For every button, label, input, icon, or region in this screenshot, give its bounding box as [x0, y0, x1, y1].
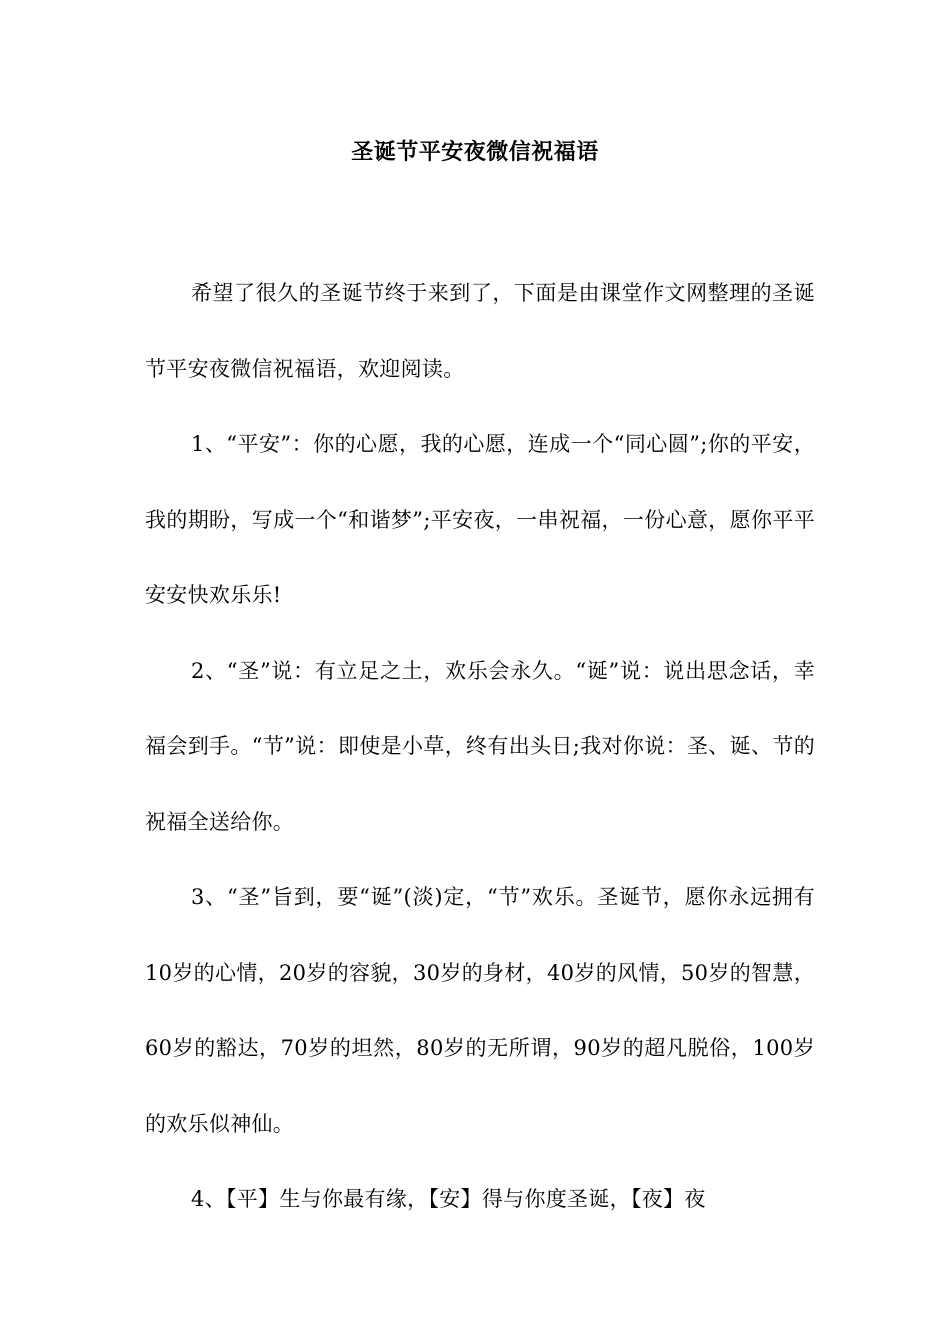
paragraph-item-1: 1、“平安”：你的心愿，我的心愿，连成一个“同心圆”;你的平安，我的期盼，写成一个“和谐梦”;平安夜，一串祝福，一份心意，愿你平平安安快欢乐乐! — [145, 432, 815, 607]
document-body — [145, 256, 815, 1238]
paragraph-item-3: 3、“圣”旨到，要“诞”(淡)定，“节”欢乐。圣诞节，愿你永远拥有10岁的心情，20岁的容貌，30岁的身材，40岁的风情，50岁的智慧，60岁的豁达，70岁的坦然，80岁的无所谓，90岁的超凡脱俗，100岁的欢乐似神仙。 — [145, 885, 815, 1136]
paragraph-intro: 希望了很久的圣诞节终于来到了，下面是由课堂作文网整理的圣诞节平安夜微信祝福语，欢迎阅读。 — [145, 281, 815, 381]
document-title: 圣诞节平安夜微信祝福语 — [351, 139, 599, 165]
paragraph-item-2: 2、“圣”说：有立足之土，欢乐会永久。“诞”说：说出思念话，幸福会到手。“节”说：即使是小草，终有出头日;我对你说：圣、诞、节的祝福全送给你。 — [145, 658, 815, 834]
paragraph-item-4: 4、【平】生与你最有缘，【安】得与你度圣诞，【夜】夜 — [191, 1187, 706, 1211]
